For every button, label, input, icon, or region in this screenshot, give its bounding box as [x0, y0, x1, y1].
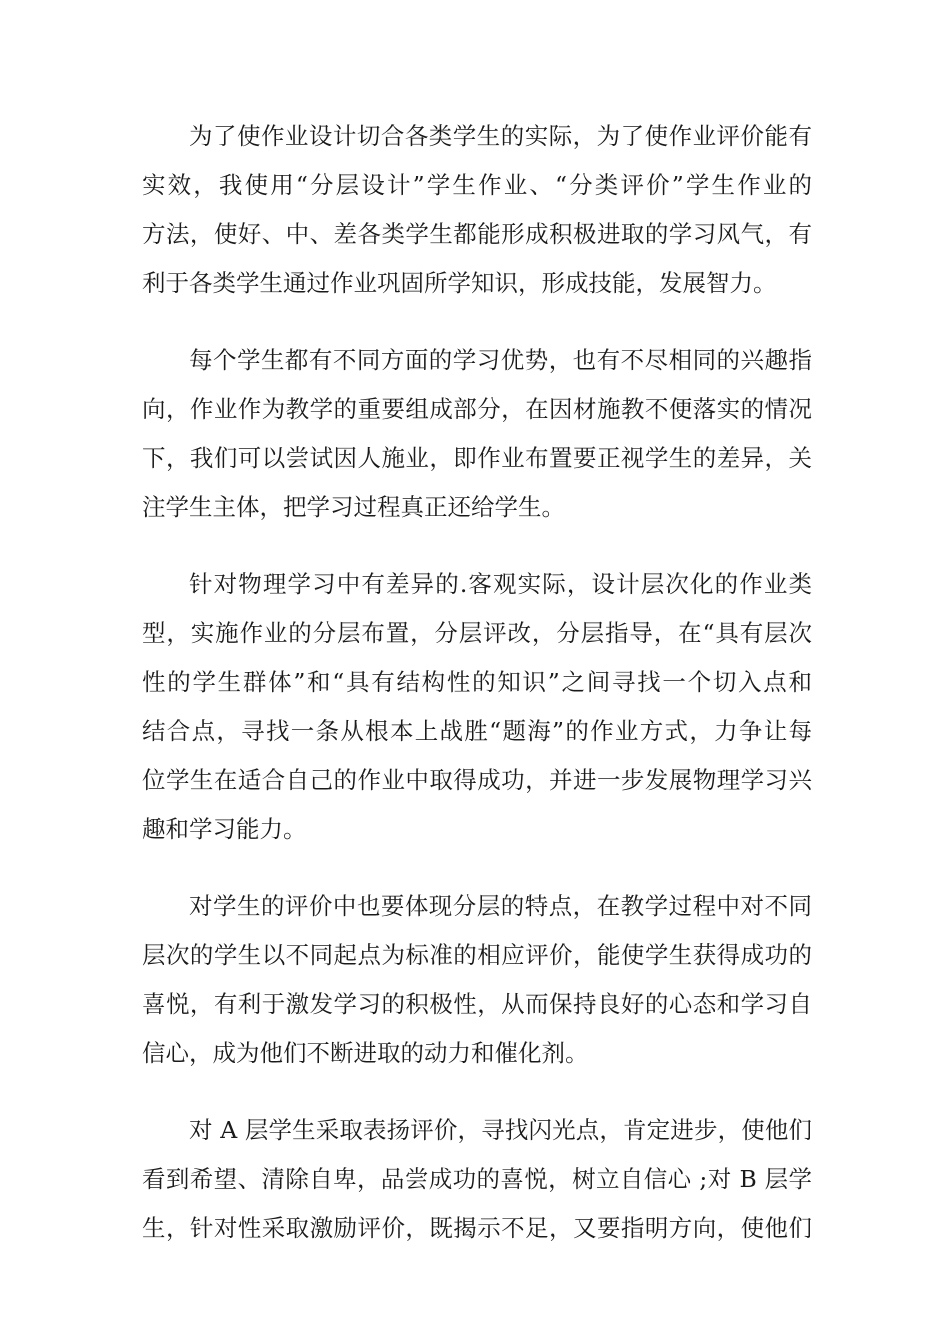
text-line: 生，针对性采取激励评价，既揭示不足，又要指明方向，使他们 — [142, 1214, 812, 1242]
paragraph-5 — [142, 1106, 812, 1253]
paragraph-3 — [142, 560, 812, 854]
text-line: 喜悦，有利于激发学习的积极性，从而保持良好的心态和学习自 — [142, 990, 812, 1018]
text-line: 方法，使好、中、差各类学生都能形成积极进取的学习风气，有 — [142, 220, 812, 248]
paragraph-4 — [142, 882, 812, 1078]
text-line: 每个学生都有不同方面的学习优势，也有不尽相同的兴趣指 — [189, 346, 812, 374]
text-line: 针对物理学习中有差异的.客观实际，设计层次化的作业类 — [189, 570, 812, 598]
text-line: 位学生在适合自己的作业中取得成功，并进一步发展物理学习兴 — [142, 766, 812, 794]
text-line: 为了使作业设计切合各类学生的实际，为了使作业评价能有 — [189, 122, 812, 150]
paragraph-1 — [142, 112, 812, 308]
text-line: 型，实施作业的分层布置，分层评改，分层指导，在“具有层次 — [142, 619, 812, 647]
paragraph-2 — [142, 336, 812, 532]
text-line: 向，作业作为教学的重要组成部分，在因材施教不便落实的情况 — [142, 395, 812, 423]
text-line: 注学生主体，把学习过程真正还给学生。 — [142, 493, 565, 521]
document-body — [142, 112, 812, 1281]
text-line: 对学生的评价中也要体现分层的特点，在教学过程中对不同 — [189, 892, 812, 920]
text-line: 层次的学生以不同起点为标准的相应评价，能使学生获得成功的 — [142, 941, 812, 969]
text-line: 结合点，寻找一条从根本上战胜“题海”的作业方式，力争让每 — [142, 717, 812, 745]
text-line: 性的学生群体”和“具有结构性的知识”之间寻找一个切入点和 — [142, 668, 812, 696]
text-line: 下，我们可以尝试因人施业，即作业布置要正视学生的差异，关 — [142, 444, 812, 472]
text-line: 信心，成为他们不断进取的动力和催化剂。 — [142, 1039, 589, 1067]
text-line: 实效，我使用“分层设计”学生作业、“分类评价”学生作业的 — [142, 171, 812, 199]
text-line: 对 A 层学生采取表扬评价，寻找闪光点，肯定进步，使他们 — [189, 1116, 812, 1144]
text-line: 趣和学习能力。 — [142, 815, 307, 843]
text-line: 利于各类学生通过作业巩固所学知识，形成技能，发展智力。 — [142, 269, 777, 297]
text-line: 看到希望、清除自卑，品尝成功的喜悦，树立自信心 ;对 B 层学 — [142, 1165, 812, 1193]
